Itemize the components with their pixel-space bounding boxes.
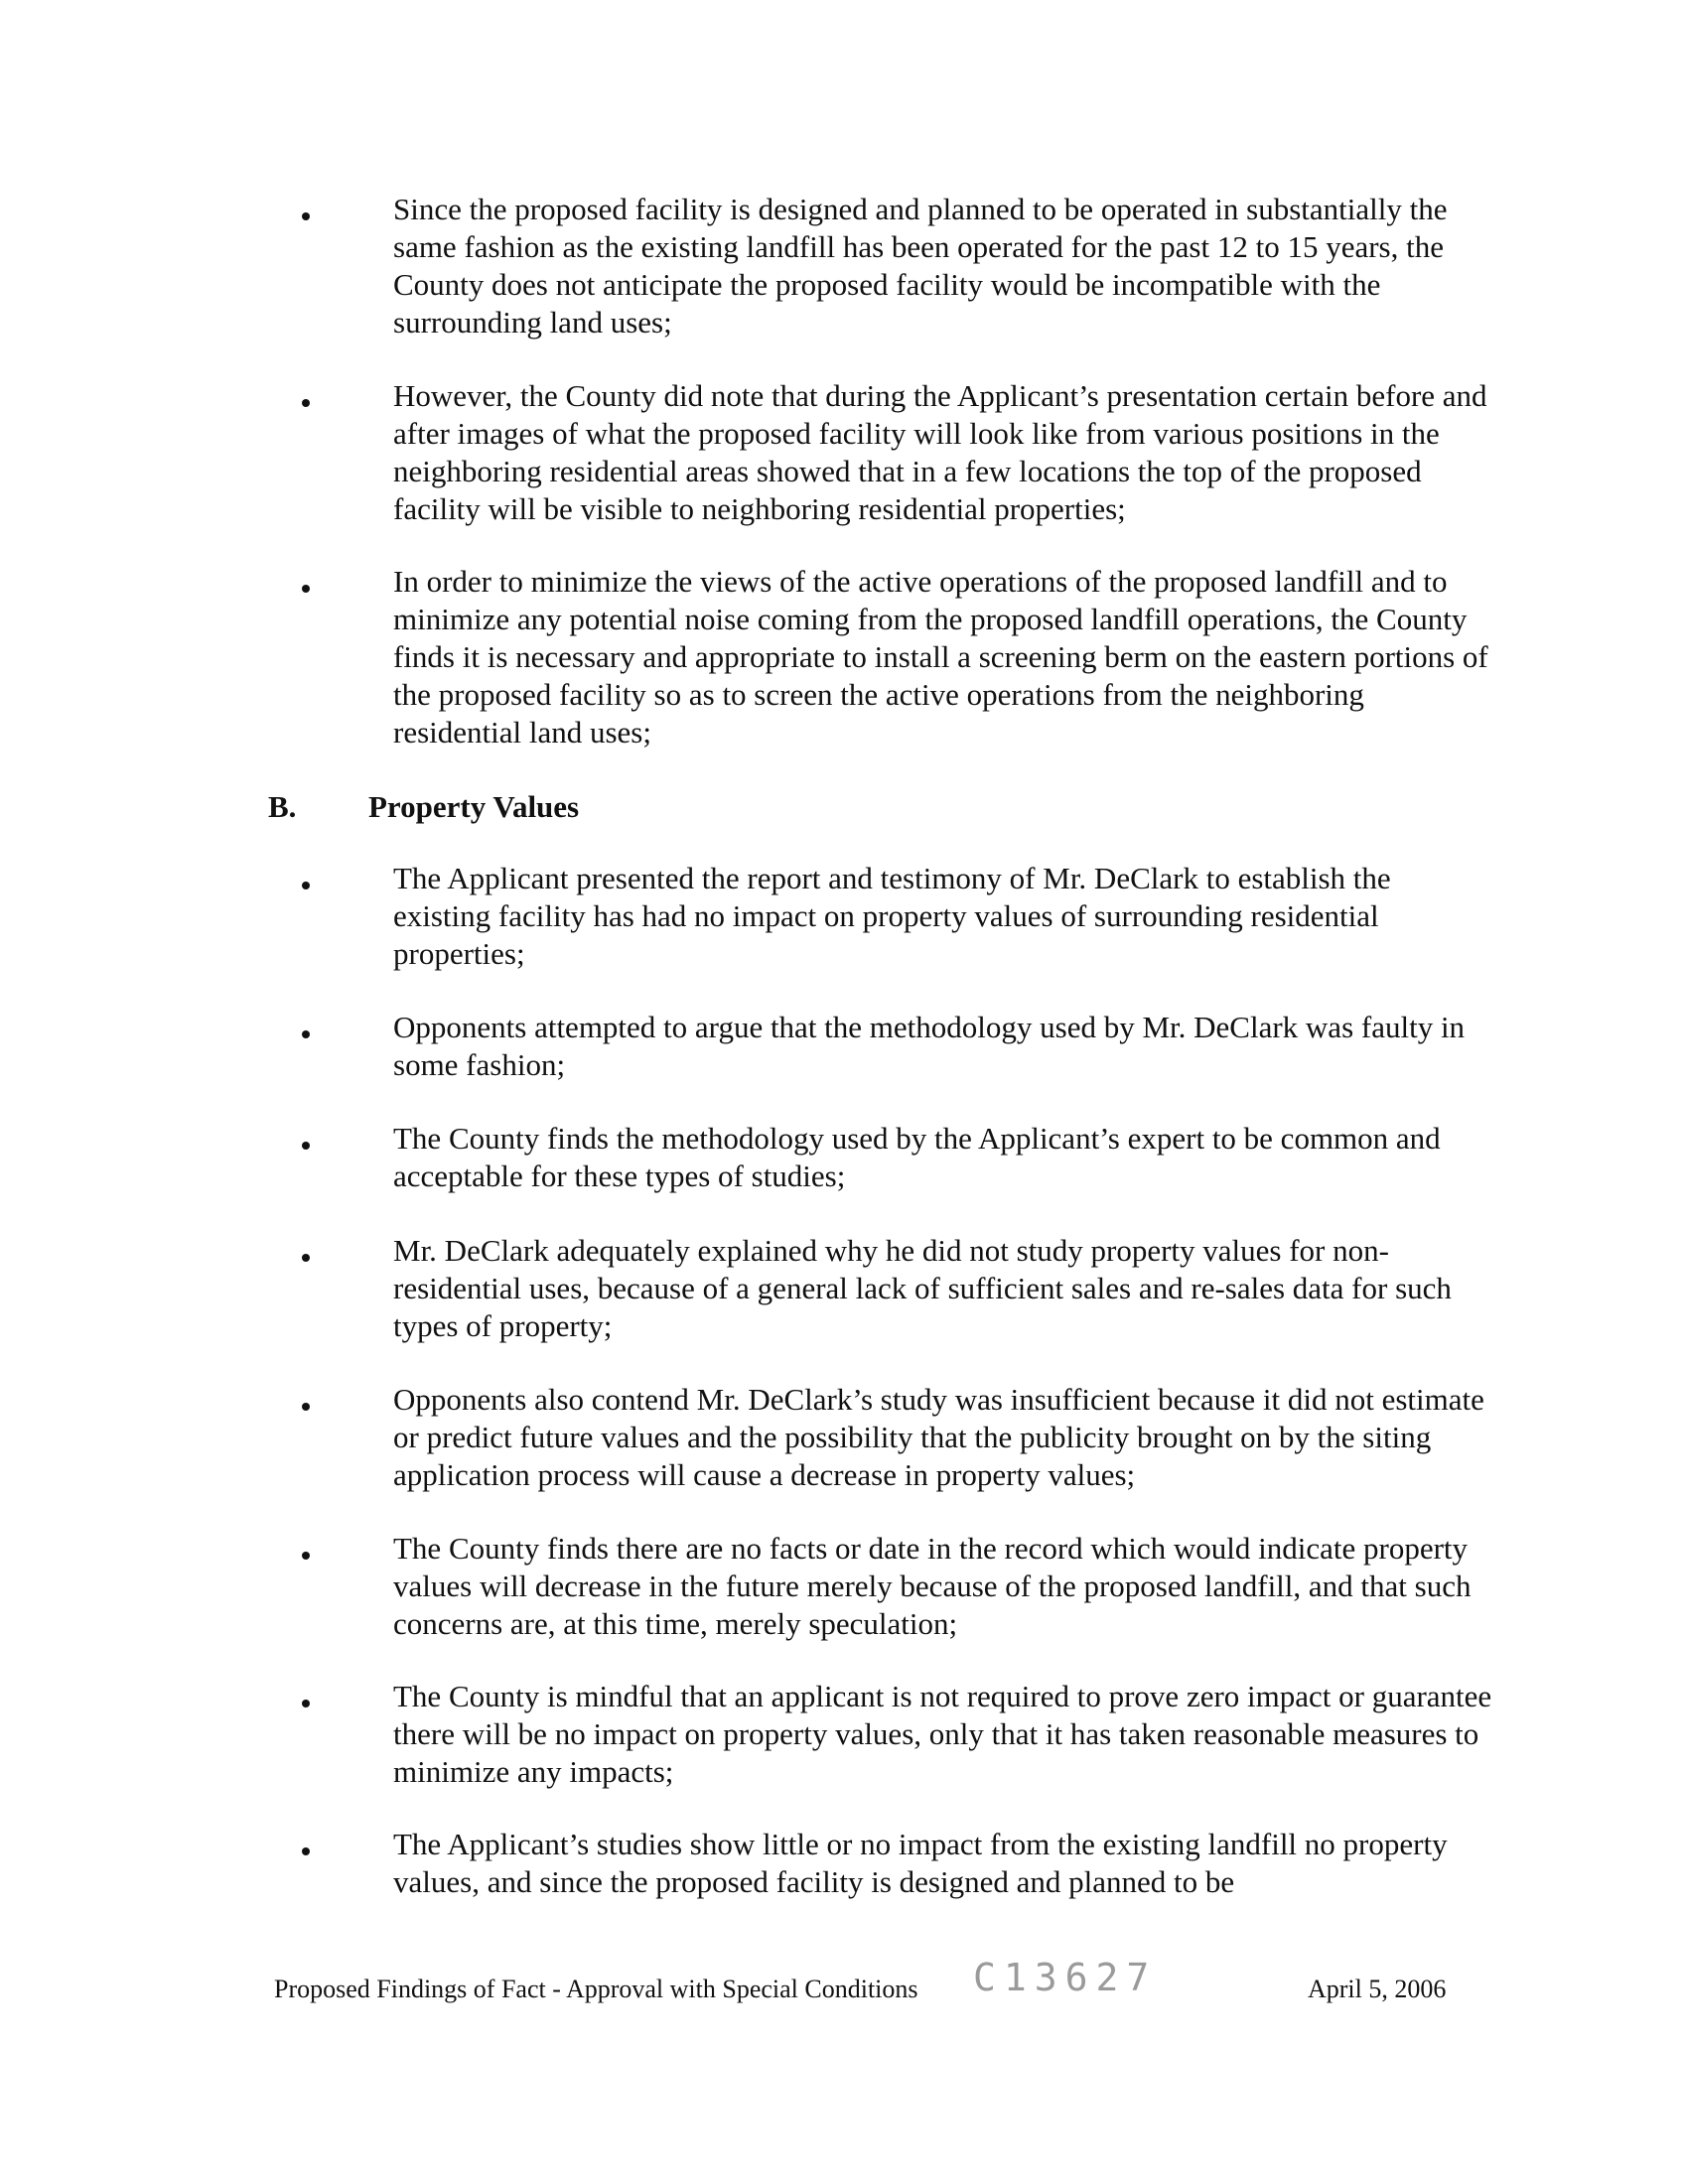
- bullet-paragraph: The Applicant’s studies show little or no impact from the existing landfill no property values, and since the proposed facility is designed and planned to be: [393, 1827, 1448, 1899]
- bullet-marker: [302, 1013, 310, 1050]
- bullet-marker: [302, 1682, 310, 1719]
- bullet-marker: [302, 1385, 310, 1423]
- bullet-marker: [302, 1534, 310, 1571]
- bullet-paragraph: Mr. DeClark adequately explained why he did not study property values for non-residential uses, because of a general lack of sufficient sales and re-sales data for such types of property;: [393, 1233, 1452, 1343]
- bullet-marker: [302, 381, 310, 419]
- bullet-marker: [302, 864, 310, 901]
- bullet-paragraph: The County finds the methodology used by the Applicant’s expert to be common and acceptable for these types of studies;: [393, 1121, 1441, 1193]
- bullet-paragraph: In order to minimize the views of the active operations of the proposed landfill and to minimize any potential noise coming from the proposed landfill operations, the County finds it is necessary and appropriate to install a screening berm on the eastern portions of the proposed facility so as to screen the active operations from the neighboring residential land uses;: [393, 564, 1488, 750]
- bullet-marker: [302, 1236, 310, 1274]
- bullet-paragraph: The County is mindful that an applicant is not required to prove zero impact or guarantee there will be no impact on property values, only that it has taken reasonable measures to minimize any impacts;: [393, 1679, 1492, 1789]
- bullet-paragraph: Opponents attempted to argue that the methodology used by Mr. DeClark was faulty in some fashion;: [393, 1010, 1466, 1082]
- footer-date: April 5, 2006: [1308, 1975, 1447, 2003]
- bullet-paragraph: However, the County did note that during the Applicant’s presentation certain before and after images of what the proposed facility will look like from various positions in the neighboring residential areas showed that in a few locations the top of the proposed facility will be visible to neighboring residential properties;: [393, 378, 1487, 526]
- footer-document-title: Proposed Findings of Fact - Approval with Special Conditions: [274, 1975, 918, 2003]
- bullet-marker: [302, 1124, 310, 1161]
- bullet-marker: [302, 567, 310, 605]
- bates-stamp: C13627: [973, 1956, 1158, 1999]
- bullet-marker: [302, 195, 310, 232]
- section-heading: Property Values: [368, 789, 580, 824]
- bullet-marker: [302, 1830, 310, 1867]
- bullet-paragraph: Opponents also contend Mr. DeClark’s study was insufficient because it did not estimate or predict future values and the possibility that the publicity brought on by the siting application process will cause a decrease in property values;: [393, 1382, 1484, 1492]
- section-letter: B.: [268, 789, 297, 824]
- bullet-paragraph: The County finds there are no facts or date in the record which would indicate property values will decrease in the future merely because of the proposed landfill, and that such concerns are, at this time, merely speculation;: [393, 1531, 1472, 1641]
- bullet-paragraph: Since the proposed facility is designed and planned to be operated in substantially the same fashion as the existing landfill has been operated for the past 12 to 15 years, the County does not anticipate the proposed facility would be incompatible with the surrounding land uses;: [393, 192, 1448, 340]
- bullet-paragraph: The Applicant presented the report and testimony of Mr. DeClark to establish the existing facility has had no impact on property values of surrounding residential properties;: [393, 861, 1391, 971]
